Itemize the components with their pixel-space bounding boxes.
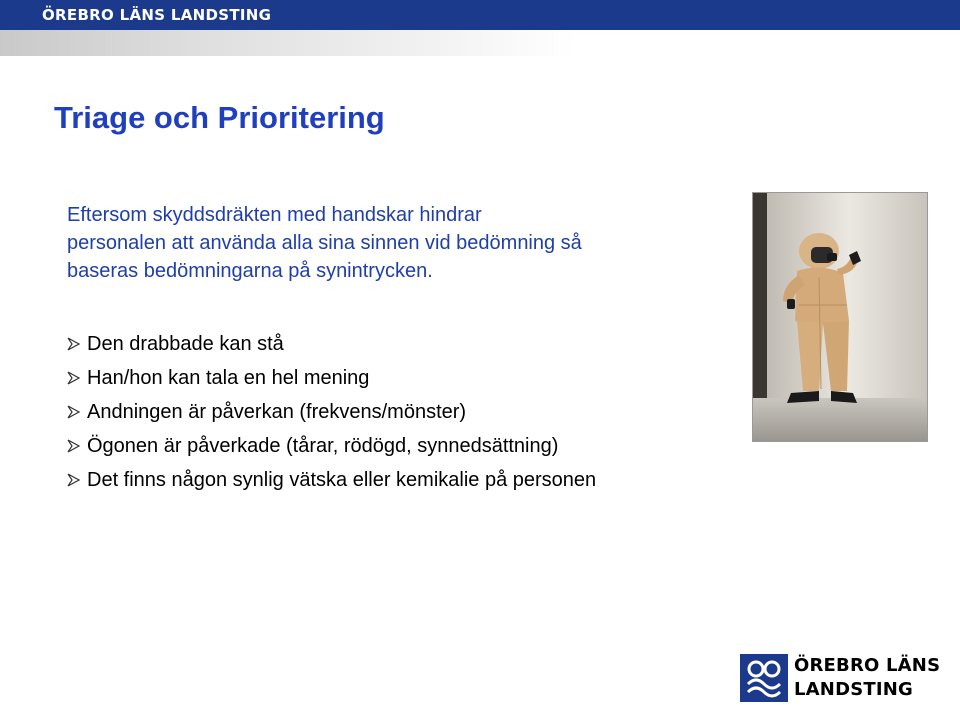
bullet-item — [64, 429, 596, 463]
bullet-item — [64, 327, 596, 361]
bullet-text: Det finns någon synlig vätska eller kemikalie på personen — [87, 469, 597, 491]
protective-suit-illustration — [753, 193, 927, 441]
bullet-text: Den drabbade kan stå — [87, 333, 284, 355]
bullet-list — [64, 327, 596, 497]
header-org-name: ÖREBRO LÄNS LANDSTING — [42, 6, 272, 24]
arrow-bullet-icon — [64, 470, 84, 490]
intro-paragraph — [67, 201, 727, 285]
header-gradient-band — [0, 30, 960, 56]
header-bar — [0, 0, 960, 30]
bullet-item — [64, 463, 596, 497]
logo-text-line1: ÖREBRO LÄNS — [794, 655, 941, 676]
logo-text-line2: LANDSTING — [794, 679, 913, 700]
protective-suit-photo — [752, 192, 928, 442]
arrow-bullet-icon — [64, 402, 84, 422]
intro-line: baseras bedömningarna på synintrycken. — [67, 260, 433, 282]
footer-logo — [740, 654, 940, 702]
intro-line: Eftersom skyddsdräkten med handskar hindrar — [67, 204, 482, 226]
bullet-text: Andningen är påverkan (frekvens/mönster) — [87, 401, 467, 423]
bullet-item — [64, 361, 596, 395]
bullet-text: Ögonen är påverkade (tårar, rödögd, synnedsättning) — [87, 435, 559, 457]
arrow-bullet-icon — [64, 436, 84, 456]
bullet-item — [64, 395, 596, 429]
arrow-bullet-icon — [64, 368, 84, 388]
bullet-text: Han/hon kan tala en hel mening — [87, 367, 370, 389]
arrow-bullet-icon — [64, 334, 84, 354]
landsting-logo-icon — [740, 654, 788, 702]
slide-title: Triage och Prioritering — [54, 100, 385, 135]
intro-line: personalen att använda alla sina sinnen vid bedömning så — [67, 232, 582, 254]
